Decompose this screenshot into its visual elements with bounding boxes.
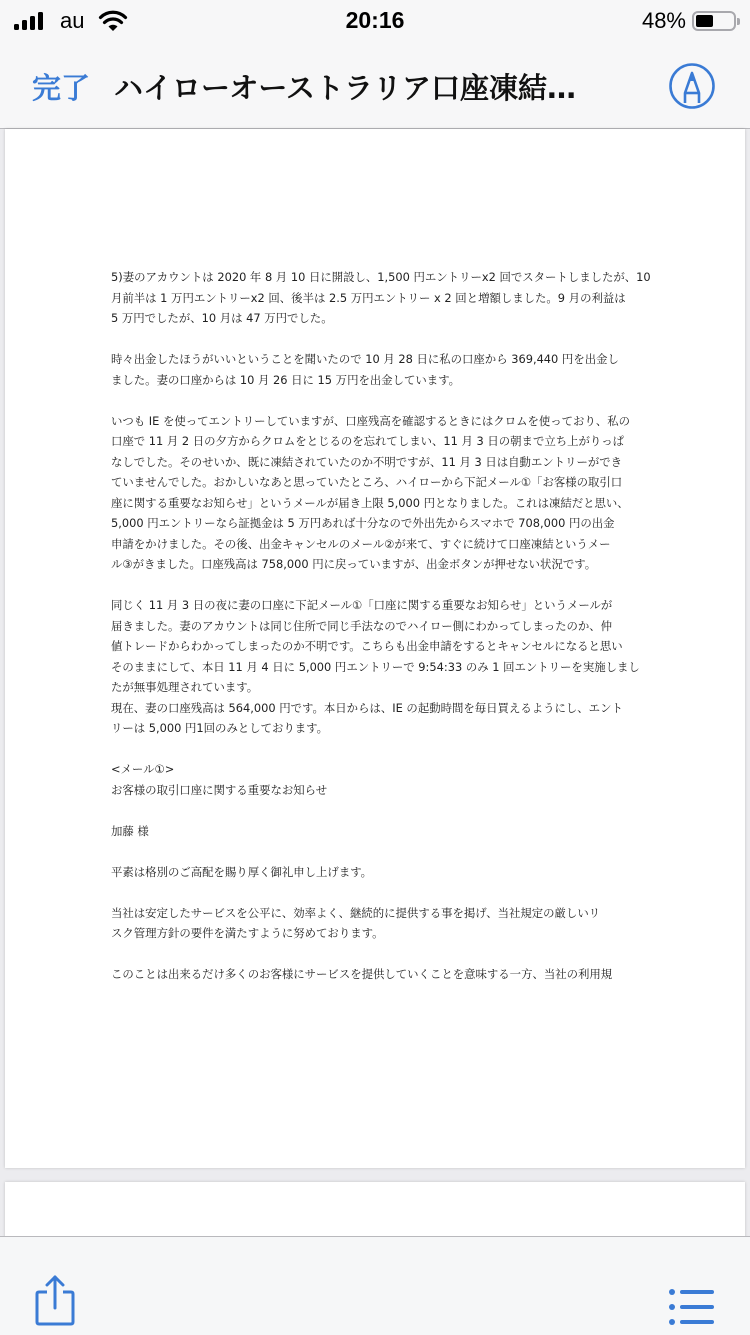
document-line: 5,000 円エントリーなら証拠金は 5 万円あれば十分なので外出先からスマホで 708,000 円の出金: [111, 516, 615, 530]
document-paragraph: [111, 595, 651, 739]
bottom-toolbar: [0, 1236, 750, 1335]
document-paragraph: [111, 349, 651, 390]
document-line: 時々出金したほうがいいということを聞いたので 10 月 28 日に私の口座から 369,440 円を出金し: [111, 352, 619, 366]
document-line: <メール①>: [111, 762, 175, 776]
document-line: 口座で 11 月 2 日の夕方からクロムをとじるのを忘れてしまい、11 月 3 日の朝まで立ち上がりっぱ: [111, 434, 625, 448]
carrier-name: au: [60, 8, 85, 33]
document-line: なしでした。そのせいか、既に凍結されていたのか不明ですが、11 月 3 日は自動エントリーができ: [111, 454, 623, 469]
document-paragraph: [111, 411, 651, 575]
document-line: 5)妻のアカウントは 2020 年 8 月 10 日に開設し、1,500 円エントリーx2 回でスタートしましたが、10: [111, 270, 651, 284]
navigation-bar: [0, 42, 750, 129]
document-paragraph: [111, 903, 651, 944]
battery-percentage: 48%: [641, 8, 686, 33]
document-body: [111, 267, 651, 1005]
done-button[interactable]: 完了: [32, 71, 91, 105]
document-line: ていませんでした。おかしいなあと思っていたところ、ハイローから下記メール①「お客様の取引口: [111, 475, 623, 489]
document-line: 現在、妻の口座残高は 564,000 円です。本日からは、IE の起動時間を毎日買えるようにし、エント: [111, 700, 623, 715]
document-paragraph: [111, 821, 651, 842]
document-paragraph: [111, 759, 651, 800]
list-icon[interactable]: [668, 1287, 716, 1327]
document-line: このことは出来るだけ多くのお客様にサービスを提供していくことを意味する一方、当社の利用規: [111, 967, 613, 981]
document-line: 加藤 様: [111, 823, 149, 838]
next-document-page: [5, 1182, 745, 1242]
document-line: スク管理方針の要件を満たすように努めております。: [111, 926, 384, 940]
document-line: 申請をかけました。その後、出金キャンセルのメール②が来て、すぐに続けて口座凍結というメー: [111, 536, 611, 551]
document-paragraph: [111, 964, 651, 985]
document-line: 平素は格別のご高配を賜り厚く御礼申し上げます。: [111, 864, 373, 879]
document-line: 当社は安定したサービスを公平に、効率よく、継続的に提供する事を掲げ、当社規定の厳しいリ: [111, 905, 601, 920]
document-paragraph: [111, 267, 651, 329]
document-line: 値トレードからわかってしまったのか不明です。こちらも出金申請をするとキャンセルになると思い: [111, 639, 623, 653]
document-line: ル③がきました。口座残高は 758,000 円に戻っていますが、出金ボタンが押せない状況です。: [111, 557, 597, 571]
document-line: 座に関する重要なお知らせ」というメールが届き上限 5,000 円となりました。これは凍結だと思い、: [111, 495, 629, 510]
document-line: ました。妻の口座からは 10 月 26 日に 15 万円を出金しています。: [111, 372, 461, 387]
document-line: リーは 5,000 円1回のみとしております。: [111, 721, 329, 735]
document-paragraph: [111, 862, 651, 883]
document-line: 5 万円でしたが、10 月は 47 万円でした。: [111, 311, 333, 325]
status-bar: [0, 0, 750, 42]
document-line: いつも IE を使ってエントリーしていますが、口座残高を確認するときにはクロムを使っており、私の: [111, 413, 630, 428]
document-line: 同じく 11 月 3 日の夜に妻の口座に下記メール①「口座に関する重要なお知らせ」というメールが: [111, 598, 613, 612]
document-line: 月前半は 1 万円エントリーx2 回、後半は 2.5 万円エントリー x 2 回と増額しました。9 月の利益は: [111, 290, 626, 305]
battery-level-fill: [696, 15, 713, 27]
document-title: ハイローオーストラリア口座凍結…: [114, 71, 576, 105]
share-icon[interactable]: [34, 1275, 76, 1327]
markup-pen-icon[interactable]: [668, 62, 716, 110]
battery-icon: [692, 11, 736, 31]
document-line: 届きました。妻のアカウントは同じ住所で同じ手法なのでハイロー側にわかってしまったのか、仲: [111, 618, 613, 633]
document-line: そのままにして、本日 11 月 4 日に 5,000 円エントリーで 9:54:33 のみ 1 回エントリーを実施しまし: [111, 659, 640, 674]
document-line: お客様の取引口座に関する重要なお知らせ: [111, 782, 328, 797]
clock: 20:16: [345, 7, 405, 33]
document-page: [5, 129, 745, 1168]
document-line: たが無事処理されています。: [111, 680, 259, 694]
